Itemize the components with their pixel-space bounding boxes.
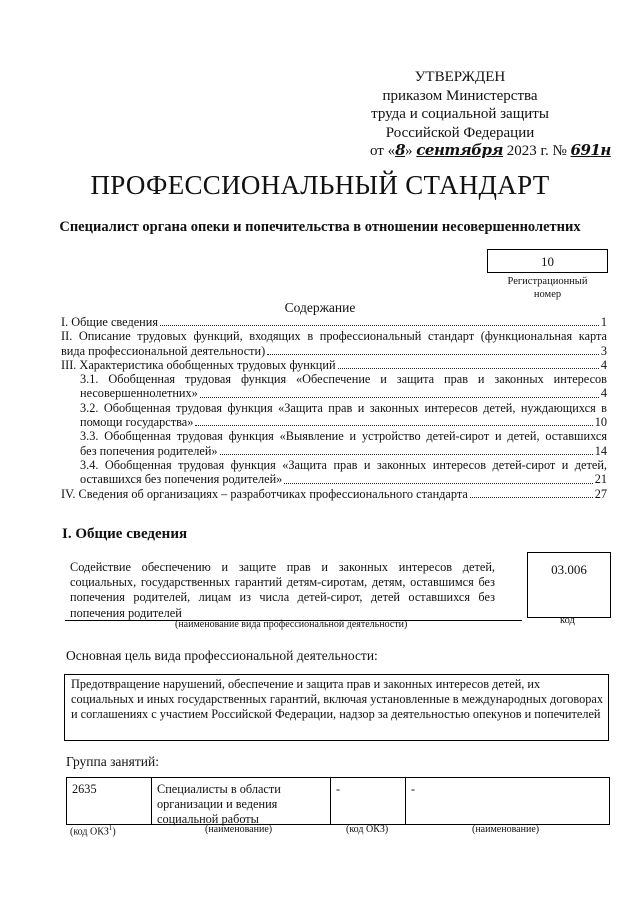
occupation-code-cell: 2635 [67, 778, 152, 824]
okz-code-caption-2: (код ОКЗ) [346, 824, 389, 835]
toc-item-text: III. Характеристика обобщенных трудовых функций [61, 357, 336, 372]
toc-item-page: 1 [600, 315, 607, 329]
occupation-group-label: Группа занятий: [66, 754, 159, 769]
activity-code: 03.006 [551, 562, 587, 577]
activity-kind-text: Содействие обеспечению и защите прав и законных интересов детей, социальных, государственных гарантий детям-сиротам, детям, оставшимся без попечения родителей, лицам из числа детей-сирот, детей оставшихся без попечения родителей [70, 560, 495, 620]
toc-item-text: 3.2. Обобщенная трудовая функция «Защита прав и законных интересов детей, нуждающихся в [80, 400, 607, 415]
date-prefix: от « [370, 143, 396, 159]
toc-item-text: 3.1. Обобщенная трудовая функция «Обеспечение и защита прав и законных интересов [80, 372, 607, 387]
occupation-name-cell: Специалисты в области организации и ведения социальной работы [152, 778, 331, 824]
toc-item-text: 3.4. Обобщенная трудовая функция «Защита прав и законных интересов детей-сирот и детей, [80, 457, 607, 472]
registration-label-line-2: номер [533, 289, 562, 300]
approval-block [340, 68, 580, 142]
toc-item-text: несовершеннолетних» [80, 386, 198, 401]
toc-item[interactable] [61, 401, 607, 430]
date-month: сентября [416, 141, 503, 159]
toc-item-text: IV. Сведения об организациях – разработчиках профессионального стандарта [61, 486, 468, 501]
toc-item[interactable] [61, 358, 607, 372]
code-caption: код [560, 615, 575, 626]
toc-item[interactable] [61, 315, 607, 329]
date-mid: » [405, 143, 413, 159]
date-day: 8 [395, 141, 406, 159]
goal-label: Основная цель вида профессиональной деятельности: [66, 648, 378, 663]
toc-item-text: вида профессиональной деятельности) [61, 343, 266, 358]
approval-date [370, 141, 611, 160]
toc-item-text: помощи государства» [80, 415, 194, 430]
approval-line-1: УТВЕРЖДЕН [414, 69, 506, 85]
name-caption-2: (наименование) [472, 824, 540, 835]
toc-item-page: 3 [600, 343, 607, 358]
approval-line-2: приказом Министерства [382, 87, 538, 104]
occupation-name-cell: - [411, 782, 416, 796]
document-subtitle: Специалист органа опеки и попечительства в отношении несовершеннолетних [59, 219, 581, 235]
toc-item-text: I. Общие сведения [61, 315, 158, 329]
toc-item-page: 14 [594, 443, 607, 458]
goal-text: Предотвращение нарушений, обеспечение и защита прав и законных интересов детей, их социальных и иных государственных гарантий, включая установленные в международных договорах и соглашениях с участием Российской Федерации, надзор за деятельностью опекунов и попечителей [71, 677, 603, 722]
section-title: I. Общие сведения [62, 526, 188, 542]
toc-item-page: 4 [600, 357, 607, 372]
toc-item[interactable] [61, 329, 607, 358]
date-year: 2023 г. № [506, 143, 567, 159]
toc-item[interactable] [61, 458, 607, 487]
registration-number-label [487, 275, 608, 301]
toc-item-page: 10 [594, 415, 607, 430]
toc-item-page: 21 [594, 472, 607, 487]
occupation-table [66, 777, 610, 825]
occupation-code-cell: - [331, 778, 406, 824]
table-of-contents [61, 315, 607, 501]
approval-line-4: Российской Федерации [385, 124, 535, 141]
registration-number-box: 10 [487, 249, 608, 273]
toc-item-page: 4 [600, 386, 607, 401]
approval-line-3: труда и социальной защиты [371, 106, 549, 122]
name-caption: (наименование) [205, 824, 273, 835]
toc-item[interactable] [61, 372, 607, 401]
toc-item[interactable] [61, 487, 607, 501]
toc-item-page: 27 [594, 486, 607, 501]
toc-heading: Содержание [284, 300, 356, 315]
toc-item[interactable] [61, 429, 607, 458]
toc-item-text: оставшихся без попечения родителей» [80, 472, 283, 487]
activity-kind-caption: (наименование вида профессиональной деятельности) [175, 619, 408, 630]
toc-item-text: 3.3. Обобщенная трудовая функция «Выявление и устройство детей-сирот и детей, оставшихся [80, 429, 607, 444]
document-title: ПРОФЕССИОНАЛЬНЫЙ СТАНДАРТ [90, 170, 550, 200]
okz-code-caption: (код ОКЗ$^1$) [70, 824, 116, 838]
toc-item-text: II. Описание трудовых функций, входящих в профессиональный стандарт (функциональная карта [61, 329, 607, 344]
order-number: 691н [570, 141, 611, 159]
registration-label-line-1: Регистрационный [507, 276, 588, 287]
toc-item-text: без попечения родителей» [80, 443, 218, 458]
